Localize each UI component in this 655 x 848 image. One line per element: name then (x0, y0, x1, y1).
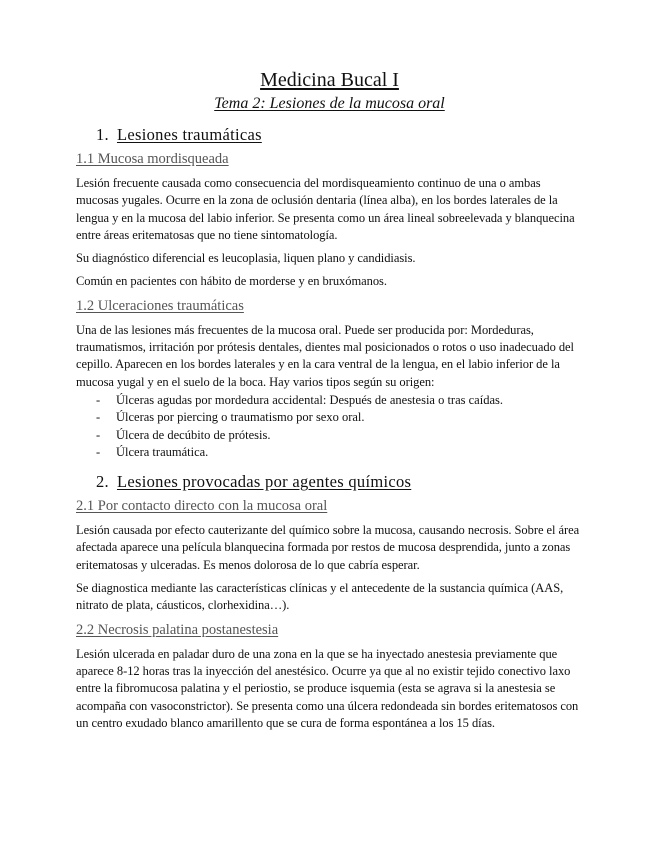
list-item-text: Úlceras por piercing o traumatismo por sexo oral. (116, 410, 365, 425)
document-subtitle: Tema 2: Lesiones de la mucosa oral (214, 95, 445, 112)
dash-bullet: - (96, 444, 101, 459)
list-item (96, 444, 583, 461)
list-item-text: Úlceras agudas por mordedura accidental: Después de anestesia o tras caídas. (116, 392, 503, 407)
section-heading-lesiones-traumaticas (96, 124, 583, 146)
list-item (96, 409, 583, 426)
list-item-text: Úlcera traumática. (116, 444, 209, 459)
subsection-heading-mucosa-mordisqueada: 1.1 Mucosa mordisqueada (76, 151, 229, 167)
list-item (96, 427, 583, 444)
subsection-heading-contacto-directo: 2.1 Por contacto directo con la mucosa oral (76, 498, 328, 515)
document-title: Medicina Bucal I (260, 69, 399, 91)
section-title: Lesiones traumáticas (116, 125, 262, 144)
subsection-heading-necrosis-palatina: 2.2 Necrosis palatina postanestesia (76, 621, 279, 638)
section-title: Lesiones provocadas por agentes químicos (116, 472, 412, 492)
paragraph: Común en pacientes con hábito de morderse y en bruxómanos. (76, 274, 387, 289)
section-number: 1. (96, 125, 109, 144)
paragraph: Se diagnostica mediante las características clínicas y el antecedente de la sustancia química (AAS, nitrato de plata, cáusticos, clorhexidina…). (76, 581, 564, 613)
paragraph: Lesión frecuente causada como consecuencia del mordisqueamiento continuo de una o ambas mucosas yugales. Ocurre en la zona de oclusión dentaria (línea alba), en los bordes laterales de la lengua y en la mucosa del labio inferior. Se presenta como un área lineal sobreelevada y blanquecina entre áreas eritematosas que no tiene sintomatología. (76, 176, 575, 242)
section-number: 2. (96, 472, 109, 492)
dash-bullet: - (96, 410, 101, 425)
list-item (96, 392, 583, 409)
subsection-heading-ulceraciones-traumaticas: 1.2 Ulceraciones traumáticas (76, 297, 244, 314)
list-item-text: Úlcera de decúbito de prótesis. (116, 427, 271, 442)
dash-bullet: - (96, 392, 101, 407)
paragraph: Su diagnóstico diferencial es leucoplasia, liquen plano y candidiasis. (76, 251, 416, 266)
paragraph: Lesión causada por efecto cauterizante del químico sobre la mucosa, causando necrosis. Sobre el área afectada aparece una película blanquecina formada por restos de mucosa desprendida, junto a zonas eritematosas y ulceradas. Es menos dolorosa de lo que cabría esperar. (76, 523, 580, 572)
section-heading-agentes-quimicos (96, 471, 583, 493)
paragraph: Lesión ulcerada en paladar duro de una zona en la que se ha inyectado anestesia previamente que aparece 8-12 horas tras la inyección del anestésico. Ocurre ya que al no existir tejido conectivo laxo entre la fibromucosa palatina y el periostio, se produce isquemia (esta se agrava si la anestesia se acompaña con vasoconstrictor). Se presenta como una úlcera redondeada sin bordes eritematosos con un centro exudado blanco amarillento que se cura de forma espontánea a los 15 días. (76, 646, 579, 730)
dash-bullet: - (96, 427, 101, 442)
paragraph: Una de las lesiones más frecuentes de la mucosa oral. Puede ser producida por: Mordeduras, traumatismos, irritación por prótesis dentales, dientes mal posicionados o rotos o uso inadecuado del cepillo. Aparecen en los bordes laterales y en la cara ventral de la lengua, en el labio inferior de la mucosa yugal y en el suelo de la boca. Hay varios tipos según su origen: (76, 322, 574, 389)
ulcer-types-list (76, 392, 583, 461)
